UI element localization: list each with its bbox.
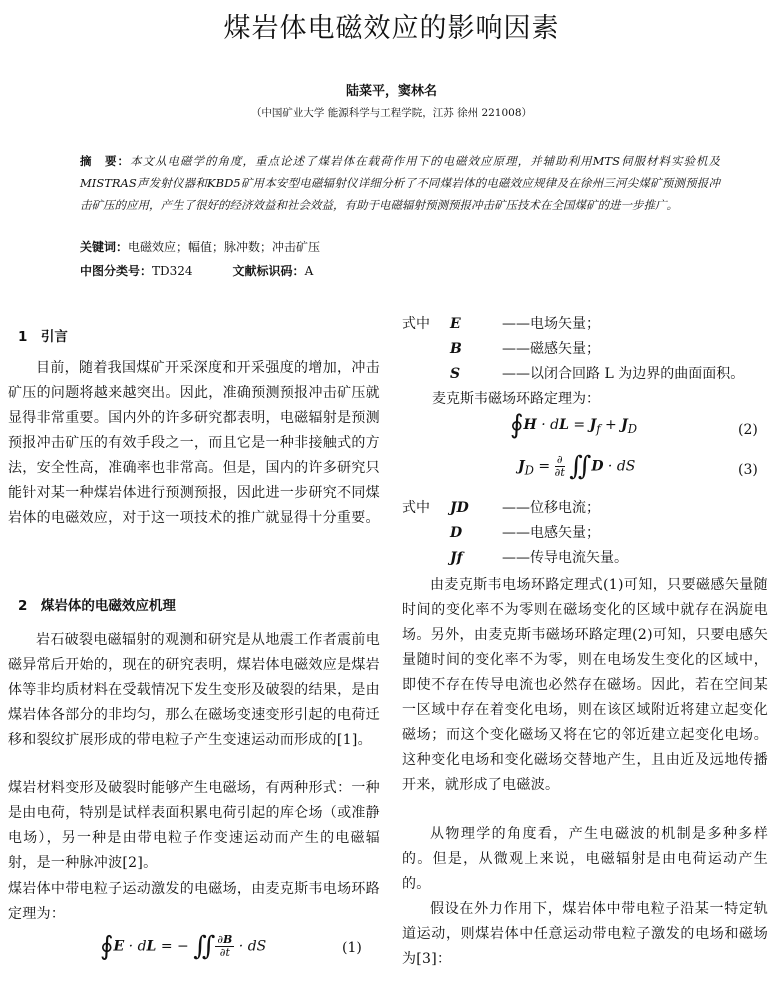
keywords-text: 电磁效应；幅值；脉冲数；冲击矿压	[128, 240, 321, 254]
where-label-1: 式中	[402, 316, 430, 332]
definition-b: B ——磁感矢量；	[450, 341, 600, 357]
keywords-label: 关键词：	[80, 240, 129, 254]
definitions-1	[402, 312, 772, 412]
class-value: TD324	[152, 264, 193, 278]
keywords	[80, 238, 320, 255]
equation-2: ∮H · dL = $J_f + J_D$	[510, 410, 638, 440]
section-2-heading: 2 煤岩体的电磁效应机理	[18, 598, 176, 614]
right-paragraph-2: 从物理学的角度看，产生电磁波的机制是多种多样的。但是，从微观上来说，电磁辐射是由电荷运动产生的。	[402, 826, 768, 892]
doc-code-value: A	[304, 264, 314, 278]
equation-3-number: (3)	[738, 462, 758, 478]
definition-e: 式中 E ——电场矢量；	[402, 312, 772, 337]
equation-1-number: (1)	[342, 940, 362, 956]
ampere-intro: 麦克斯韦磁场环路定理为：	[432, 391, 600, 407]
classification-line	[80, 262, 319, 279]
abstract-text: 本文从电磁学的角度，重点论述了煤岩体在载荷作用下的电磁效应原理，并辅助利用MTS伺服材料实验机及MISTRAS声发射仪器和KBD5矿用本安型电磁辐射仪详细分析了不同煤岩体的电磁效应规律及在徐州三河尖煤矿预测预报冲击矿压的应用，产生了很好的经济效益和社会效益，有助于电磁辐射预测预报冲击矿压技术在全国煤矿的进一步推广。	[80, 154, 720, 212]
doc-code-label: 文献标识码：	[232, 264, 305, 278]
equation-2-number: (2)	[738, 422, 758, 438]
section-1-paragraph: 目前，随着我国煤矿开采深度和开采强度的增加，冲击矿压的问题将越来越突出。因此，准确预测预报冲击矿压就显得非常重要。国内外的许多研究都表明，电磁辐射是预测预报冲击矿压的有效手段之一，而且它是一种非接触式的方法，安全性高，准确率也非常高。但是，国内的许多研究只能针对某一种煤岩体进行预测预报，因此进一步研究不同煤岩体的电磁效应，对于这一项技术的推广就显得十分重要。	[8, 360, 380, 526]
definition-jf: Jf ——传导电流矢量。	[450, 550, 628, 566]
section-1-heading: 1 引言	[18, 329, 68, 345]
equation-1: ∮E · dL = − ∬ $\frac{\partial B}{\partial t}$ · dS	[100, 931, 267, 962]
right-paragraph-3: 假设在外力作用下，煤岩体中带电粒子沿某一特定轨道运动，则煤岩体中任意运动带电粒子激发的电场和磁场为[3]：	[402, 901, 768, 967]
authors: 陆菜平，窦林名	[345, 84, 437, 99]
definitions-2	[402, 496, 772, 571]
section-2-paragraph-1: 岩石破裂电磁辐射的观测和研究是从地震工作者震前电磁异常后开始的，现在的研究表明，煤岩体电磁效应是煤岩体等非均质材料在受载情况下发生变形及破裂的结果，是由煤岩体各部分的非均匀，那么在磁场变速变形引起的电荷迁移和裂纹扩展形成的带电粒子产生变速运动而形成的[1]。	[8, 632, 380, 748]
class-label: 中图分类号：	[80, 264, 153, 278]
where-label-2: 式中	[402, 500, 430, 516]
equation-3: $J_D$ = $\frac{\partial}{\partial t}$ ∬D · dS	[518, 451, 636, 482]
right-paragraph-1: 由麦克斯韦电场环路定理式(1)可知，只要磁感矢量随时间的变化率不为零则在磁场变化的区域中就存在涡旋电场。另外，由麦克斯韦磁场环路定理(2)可知，只要电感矢量随时间的变化率不为零，则在电场发生变化的区域中，即使不存在传导电流也必然存在磁场。因此，若在空间某一区域中存在着变化电场，则在该区域附近将建立起变化磁场；而这个变化磁场又将在它的邻近建立起变化电场。这种变化电场和变化磁场交替地产生，且由近及远地传播开来，就形成了电磁波。	[402, 577, 768, 793]
definition-d: D ——电感矢量；	[450, 525, 600, 541]
abstract-label: 摘 要：	[80, 154, 131, 168]
paper-title: 煤岩体电磁效应的影响因素	[223, 13, 560, 44]
section-2-paragraph-2: 煤岩材料变形及破裂时能够产生电磁场，有两种形式：一种是由电荷，特别是试样表面积累电荷引起的库仑场（或准静电场），另一种是由带电粒子作变速运动而产生的电磁辐射，是一种脉冲波[2]。	[8, 780, 380, 871]
definition-s: S ——以闭合回路 L 为边界的曲面面积。	[450, 366, 745, 382]
definition-jd: 式中 JD ——位移电流；	[402, 496, 772, 521]
affiliation: （中国矿业大学 能源科学与工程学院，江苏 徐州 221008）	[250, 107, 533, 119]
abstract	[80, 150, 720, 216]
section-2-paragraph-3: 煤岩体中带电粒子运动激发的电磁场，由麦克斯韦电场环路定理为：	[8, 881, 380, 922]
